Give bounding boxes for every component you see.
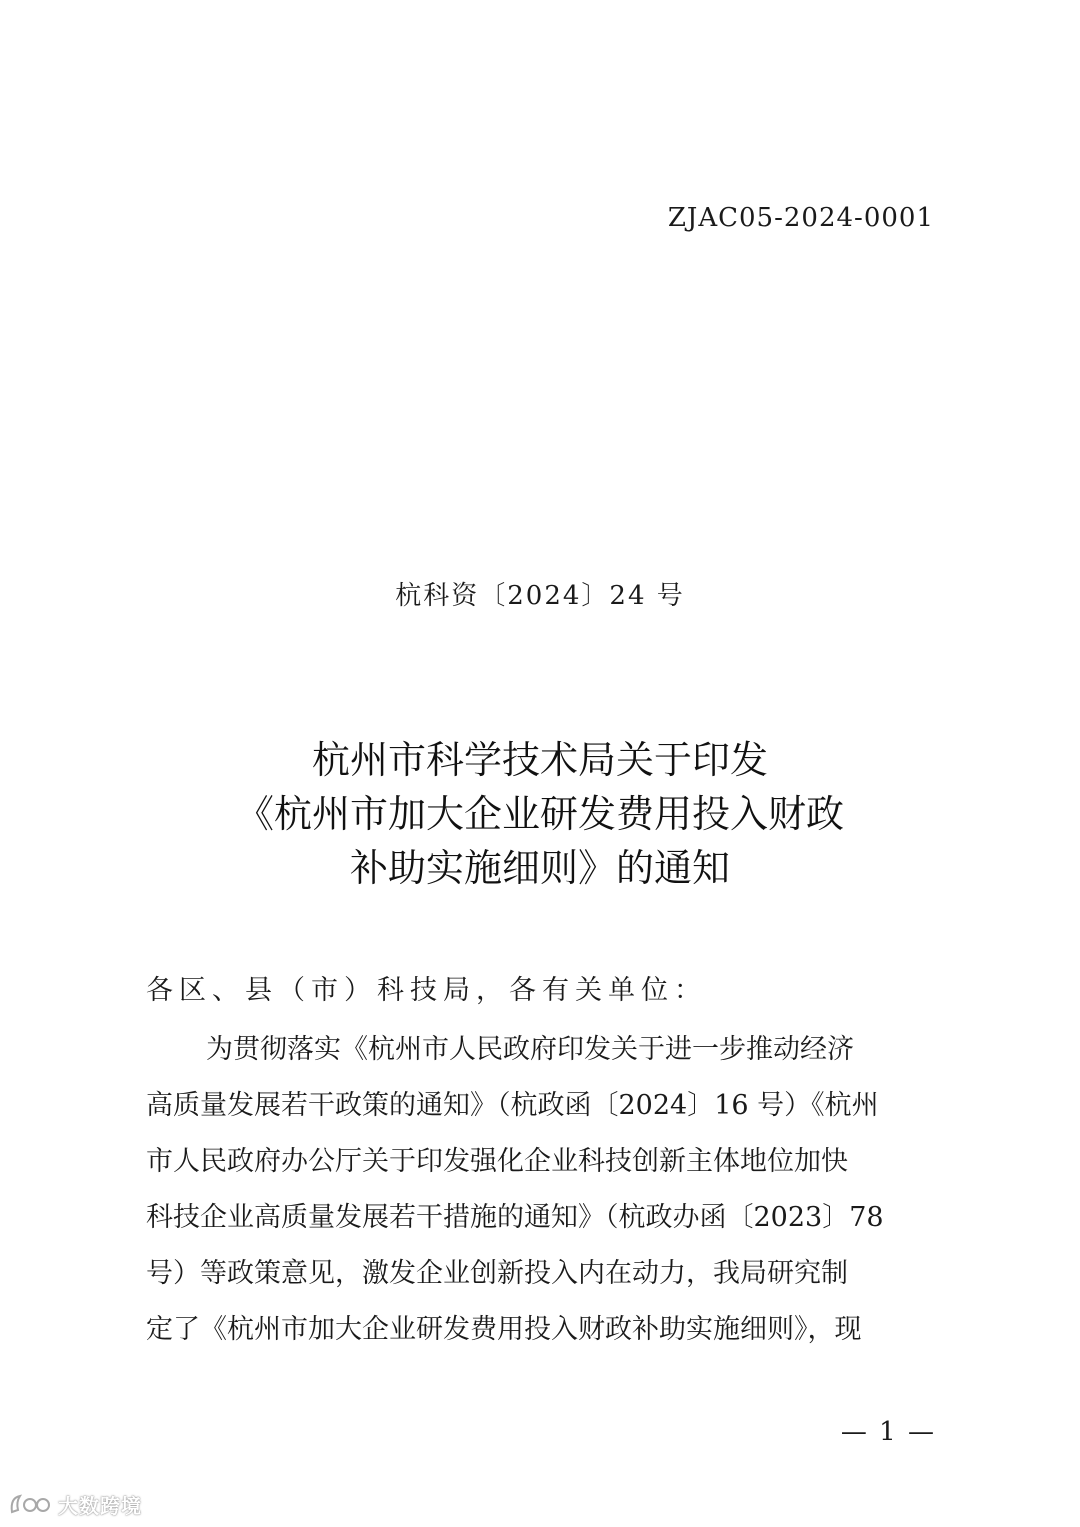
salutation: 各区、县（市）科技局，各有关单位：: [146, 975, 707, 1006]
body-line: 号）等政策意见，激发企业创新投入内在动力，我局研究制: [146, 1258, 848, 1289]
body-paragraph: [146, 1022, 936, 1358]
watermark-logo-icon: [8, 1492, 52, 1518]
body-line: 科技企业高质量发展若干措施的通知》（杭政办函〔2023〕78: [146, 1202, 884, 1233]
document-title: [0, 733, 1080, 895]
watermark-text: 大数跨境: [58, 1494, 142, 1518]
page-number: — 1 —: [840, 1417, 936, 1447]
title-line-3: 补助实施细则》的通知: [349, 846, 730, 890]
body-line: 市人民政府办公厅关于印发强化企业科技创新主体地位加快: [146, 1146, 848, 1177]
body-line: 高质量发展若干政策的通知》（杭政函〔2024〕16 号）《杭州: [146, 1090, 879, 1121]
title-line-1: 杭州市科学技术局关于印发: [311, 738, 768, 782]
body-line: 定了《杭州市加大企业研发费用投入财政补助实施细则》，现: [146, 1314, 862, 1345]
document-id: ZJAC05-2024-0001: [667, 203, 934, 233]
document-number: 杭科资〔2024〕24 号: [395, 581, 685, 611]
watermark: [8, 1490, 142, 1519]
body-line: 为贯彻落实《杭州市人民政府印发关于进一步推动经济: [206, 1034, 854, 1065]
title-line-2: 《杭州市加大企业研发费用投入财政: [235, 792, 844, 836]
